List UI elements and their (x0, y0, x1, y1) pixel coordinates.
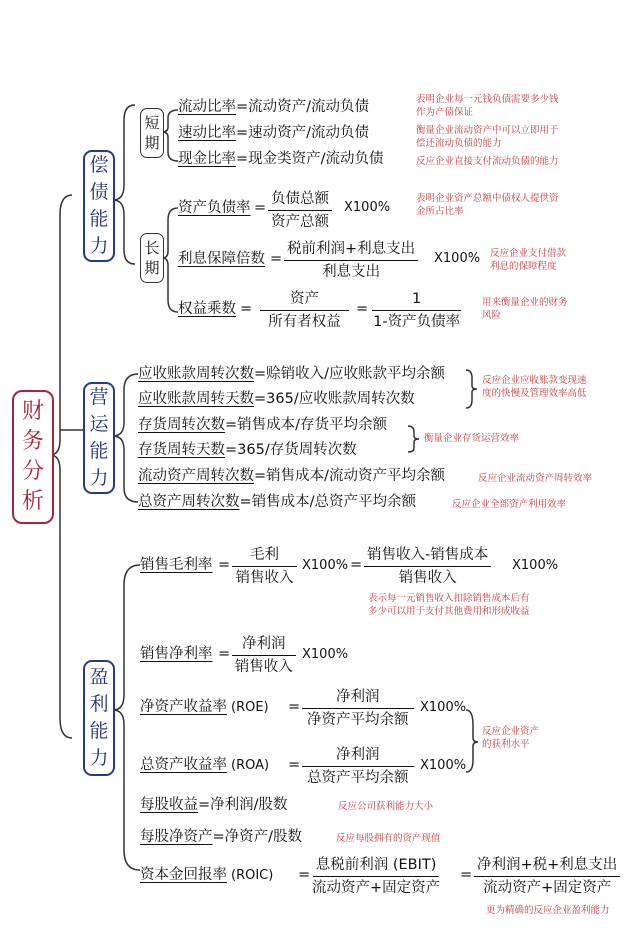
gross-margin-fraction-2 (364, 546, 491, 587)
note-line: 反应企业资产 (482, 726, 540, 737)
debt-ratio-name: 资产负债率 (178, 200, 251, 216)
roe-label (140, 698, 269, 717)
equity-multiplier-denominator: 所有者权益 (268, 314, 341, 330)
bvps-formula (140, 828, 302, 846)
root-node-financial-analysis (12, 390, 54, 524)
roic-numerator: 息税前利润 (EBIT) (313, 856, 440, 877)
net-margin-denominator: 销售收入 (234, 659, 293, 675)
debt-ratio-multiplier: X100% (344, 200, 391, 215)
current-asset-turnover-note (478, 472, 592, 485)
gross-margin-fraction (232, 546, 297, 587)
category-profit (83, 660, 115, 776)
roic-fraction-2 (474, 856, 620, 897)
subcategory-long-term (140, 233, 164, 283)
debt-ratio-fraction (268, 190, 332, 231)
category-operation-label-char: 运 (89, 413, 109, 435)
quick-ratio-expression: =速动资产/流动负债 (236, 125, 370, 141)
note-line: 作为产债保证 (416, 107, 474, 118)
note-line: 表明企业每一元钱负债需要多少钱 (416, 94, 559, 105)
subcategory-long-term-label-char: 期 (144, 259, 160, 277)
note-line: 更为精确的反应企业盈利能力 (486, 905, 610, 916)
note-line: 反应公司获利能力大小 (338, 801, 434, 812)
eps-expression: =净利润/股数 (198, 797, 288, 813)
total-asset-turnover-formula (138, 493, 416, 511)
roe-roa-note (482, 725, 539, 751)
note-line: 利息的保障程度 (490, 261, 557, 272)
category-operation-label-char: 力 (89, 467, 109, 489)
subcategory-short-term-label-char: 期 (144, 134, 160, 152)
category-solvency-label-char: 力 (89, 235, 109, 257)
debt-ratio-equals: = (254, 200, 267, 216)
interest-cover-equals: = (270, 251, 283, 267)
subcategory-long-term-label-char: 长 (144, 239, 160, 257)
equity-multiplier-name: 权益乘数 (178, 301, 236, 317)
equity-multiplier-fraction-2 (372, 290, 461, 331)
total-asset-turnover-expression: =销售成本/总资产平均余额 (239, 494, 417, 510)
note-line: 表明企业资产总额中债权人提供资 (416, 193, 559, 204)
roic-fraction (312, 856, 440, 897)
note-line: 反应企业直接支付流动负债的能力 (416, 156, 559, 167)
category-solvency (83, 150, 115, 262)
quick-ratio-name: 速动比率 (178, 125, 236, 141)
equity-multiplier-numerator-2: 1 (372, 290, 461, 311)
debt-ratio-numerator: 负债总额 (268, 190, 332, 211)
interest-cover-note (490, 247, 566, 273)
gross-margin-name: 销售毛利率 (140, 557, 213, 573)
gross-margin-multiplier: X100% (302, 558, 349, 573)
cash-ratio-note (416, 155, 559, 168)
cash-ratio-formula (178, 150, 384, 168)
inventory-turnover-formula (138, 416, 387, 434)
inventory-note (424, 432, 519, 445)
interest-cover-denominator: 利息支出 (322, 264, 381, 280)
interest-cover-multiplier: X100% (434, 251, 481, 266)
roic-name: 资本金回报率 (140, 867, 227, 883)
gross-margin-numerator-2: 销售收入-销售成本 (364, 546, 491, 567)
cash-ratio-expression: =现金类资产/流动负债 (236, 151, 384, 167)
quick-ratio-formula (178, 124, 369, 142)
note-line: 反应企业应收账款变现速 (482, 375, 587, 386)
current-asset-turnover-name: 流动资产周转次数 (138, 468, 254, 484)
note-line: 偿还流动负债的能力 (416, 138, 502, 149)
inventory-days-name: 存货周转天数 (138, 442, 225, 458)
note-line: 风险 (482, 310, 502, 321)
roa-numerator: 净利润 (302, 746, 414, 767)
category-operation-label-char: 营 (89, 386, 109, 408)
current-ratio-name: 流动比率 (178, 99, 236, 115)
ar-turnover-name: 应收账款周转次数 (138, 366, 254, 382)
category-solvency-label-char: 偿 (89, 154, 109, 176)
equity-multiplier-numerator: 资产 (260, 290, 349, 311)
roic-equals: = (298, 867, 311, 883)
bvps-expression: =净资产/股数 (212, 829, 303, 845)
roic-denominator-2: 流动资产+固定资产 (483, 880, 612, 896)
gross-margin-numerator: 毛利 (232, 546, 297, 567)
note-line: 反应企业全部资产利用效率 (452, 499, 567, 510)
roe-numerator: 净利润 (302, 688, 414, 709)
root-label-char: 务 (21, 429, 44, 454)
gross-margin-equals-2: = (350, 557, 363, 573)
category-solvency-label-char: 能 (89, 208, 109, 230)
eps-formula (140, 796, 288, 814)
category-operation (83, 382, 115, 494)
ar-note (482, 374, 587, 400)
roe-equals: = (288, 699, 301, 715)
note-line: 用来衡量企业的财务 (482, 297, 568, 308)
roic-label (140, 866, 273, 885)
note-line: 衡量企业存货运营效率 (424, 433, 520, 444)
note-line: 的获利水平 (482, 739, 530, 750)
quick-ratio-note (416, 124, 559, 150)
roic-numerator-2: 净利润+税+利息支出 (474, 856, 620, 877)
roa-denominator: 总资产平均余额 (307, 770, 409, 786)
root-label-char: 析 (21, 489, 44, 514)
note-line: 表示每一元销售收入扣除销售成本后有 (368, 593, 530, 604)
current-asset-turnover-expression: =销售成本/流动资产平均余额 (254, 468, 446, 484)
note-line: 反应企业支付借款 (490, 248, 567, 259)
debt-ratio-denominator: 资产总额 (271, 214, 329, 230)
roa-name: 总资产收益率 (140, 757, 227, 773)
ar-turnover-formula (138, 365, 445, 383)
roe-multiplier: X100% (420, 700, 467, 715)
equity-multiplier-equals-2: = (356, 301, 369, 317)
category-profit-label-char: 利 (89, 693, 109, 715)
subcategory-short-term-label-char: 短 (144, 114, 160, 132)
roa-tag: (ROA) (231, 758, 270, 773)
roa-multiplier: X100% (420, 758, 467, 773)
note-line: 度的快慢及管理效率高低 (482, 388, 587, 399)
roe-denominator: 净资产平均余额 (307, 712, 409, 728)
inventory-turnover-name: 存货周转次数 (138, 417, 225, 433)
ar-days-formula (138, 390, 415, 408)
category-operation-label-char: 能 (89, 440, 109, 462)
category-profit-label-char: 能 (89, 720, 109, 742)
roa-equals: = (288, 757, 301, 773)
inventory-days-expression: =365/存货周转次数 (225, 442, 357, 458)
equity-multiplier-equals: = (240, 301, 253, 317)
bvps-name: 每股净资产 (140, 829, 213, 845)
current-ratio-expression: =流动资产/流动负债 (236, 99, 370, 115)
debt-ratio-note (416, 192, 559, 218)
inventory-turnover-expression: =销售成本/存货平均余额 (225, 417, 388, 433)
total-asset-turnover-note (452, 498, 566, 511)
note-line: 衡量企业流动资产中可以立即用于 (416, 125, 559, 136)
gross-margin-denominator: 销售收入 (235, 570, 294, 586)
roe-tag: (ROE) (231, 700, 269, 715)
net-margin-multiplier: X100% (302, 647, 349, 662)
root-label-char: 财 (21, 399, 44, 424)
category-profit-label-char: 盈 (89, 666, 109, 688)
inventory-days-formula (138, 441, 357, 459)
eps-note (338, 800, 433, 813)
roic-equals-2: = (460, 867, 473, 883)
eps-name: 每股收益 (140, 797, 198, 813)
category-solvency-label-char: 债 (89, 181, 109, 203)
net-margin-fraction (232, 635, 296, 676)
note-line: 多少可以用于支付其他费用和形成收益 (368, 606, 530, 617)
roa-fraction (302, 746, 414, 787)
ar-days-expression: =365/应收账款周转次数 (254, 391, 415, 407)
subcategory-short-term (140, 108, 164, 158)
roic-note (486, 904, 610, 917)
equity-multiplier-denominator-2: 1-资产负债率 (373, 314, 461, 330)
interest-cover-name: 利息保障倍数 (178, 251, 265, 267)
roa-label (140, 756, 269, 775)
total-asset-turnover-name: 总资产周转次数 (138, 494, 240, 510)
note-line: 反应每股拥有的资产现值 (336, 833, 441, 844)
roic-tag: (ROIC) (231, 868, 274, 883)
roe-fraction (302, 688, 414, 729)
bvps-note (336, 832, 441, 845)
root-label-char: 分 (21, 459, 44, 484)
current-ratio-formula (178, 98, 369, 116)
ar-turnover-expression: =赊销收入/应收账款平均余额 (254, 366, 446, 382)
gross-margin-equals: = (218, 557, 231, 573)
category-profit-label-char: 力 (89, 747, 109, 769)
net-margin-equals: = (218, 646, 231, 662)
equity-multiplier-note (482, 296, 568, 322)
gross-margin-multiplier-2: X100% (512, 558, 559, 573)
gross-margin-note (368, 592, 530, 618)
interest-cover-numerator: 税前利润+利息支出 (284, 240, 418, 261)
roic-denominator: 流动资产+固定资产 (312, 880, 441, 896)
cash-ratio-name: 现金比率 (178, 151, 236, 167)
equity-multiplier-fraction (260, 290, 349, 331)
interest-cover-fraction (284, 240, 418, 281)
net-margin-numerator: 净利润 (232, 635, 296, 656)
gross-margin-denominator-2: 销售收入 (398, 570, 457, 586)
ar-days-name: 应收账款周转天数 (138, 391, 254, 407)
current-ratio-note (416, 93, 559, 119)
note-line: 反应企业流动资产周转效率 (478, 473, 593, 484)
net-margin-name: 销售净利率 (140, 646, 213, 662)
roe-name: 净资产收益率 (140, 699, 227, 715)
note-line: 金所占比率 (416, 206, 464, 217)
current-asset-turnover-formula (138, 467, 445, 485)
